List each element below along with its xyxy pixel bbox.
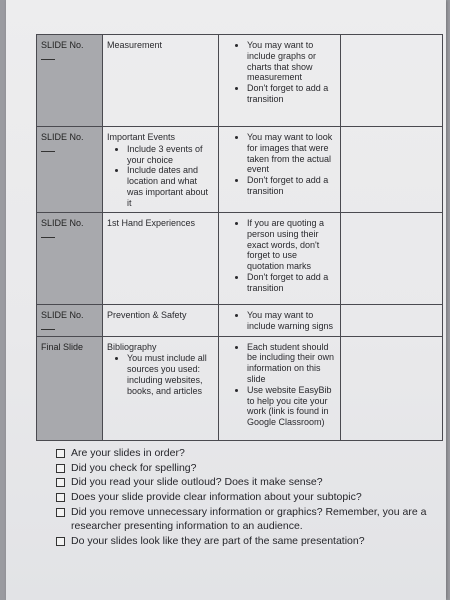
slide-label: SLIDE No. (41, 310, 84, 320)
slide-number-cell (37, 35, 103, 127)
topic-cell (103, 127, 219, 213)
worksheet-paper (6, 0, 446, 600)
checklist-text: Did you remove unnecessary information or graphics? Remember, you are a researcher presenting information to an audience. (71, 505, 427, 533)
tip-item: • Use website EasyBib to help you cite your work (link is found in Google Classroom) (247, 385, 336, 428)
slide-number-cell (37, 127, 103, 213)
checklist-item (56, 490, 448, 505)
notes-cell (341, 35, 443, 127)
notes-cell (341, 213, 443, 305)
slide-label: Final Slide (41, 341, 84, 352)
table-row (37, 336, 443, 440)
table-row (37, 127, 443, 213)
checkbox[interactable] (56, 464, 65, 473)
tip-item: • Don't forget to add a transition (247, 83, 336, 105)
tips-cell (219, 35, 341, 127)
slide-label: SLIDE No. (41, 132, 84, 142)
table-row (37, 213, 443, 305)
tips-cell (219, 213, 341, 305)
checklist-item (56, 461, 448, 476)
checklist-text: Are your slides in order? (71, 447, 185, 459)
tip-item: • You may want to include warning signs (247, 310, 336, 332)
slide-number-cell (37, 305, 103, 337)
tip-item: • Don't forget to add a transition (247, 175, 336, 197)
tip-item: • Each student should be including their own information on this slide (247, 342, 336, 385)
checklist-item (56, 446, 448, 461)
review-checklist (56, 446, 448, 549)
checkbox[interactable] (56, 478, 65, 487)
checkbox[interactable] (56, 508, 65, 517)
checklist-text: Do your slides look like they are part of the same presentation? (71, 535, 365, 548)
tip-item: • If you are quoting a person using their exact words, don't forget to use quotation marks (247, 218, 336, 272)
slide-plan-table (36, 34, 443, 441)
notes-cell (341, 305, 443, 337)
checkbox[interactable] (56, 537, 65, 546)
topic-title: Bibliography (107, 341, 157, 352)
topic-title: Important Events (107, 132, 176, 142)
checkbox[interactable] (56, 493, 65, 502)
slide-number-blank (41, 51, 55, 60)
notes-cell (341, 127, 443, 213)
checklist-text: Did you check for spelling? (71, 461, 197, 474)
slide-number-blank (41, 321, 55, 330)
topic-cell (103, 336, 219, 440)
topic-title: Prevention & Safety (107, 310, 187, 320)
tips-cell (219, 336, 341, 440)
tip-item: • Don't forget to add a transition (247, 272, 336, 294)
slide-number-cell (37, 213, 103, 305)
topic-bullet: • Include dates and location and what was important about it (127, 165, 214, 208)
table-row (37, 305, 443, 337)
tip-item: • You may want to include graphs or charts that show measurement (247, 40, 336, 83)
tip-item: • You may want to look for images that were taken from the actual event (247, 132, 336, 175)
checklist-item (56, 534, 448, 549)
notes-cell (341, 336, 443, 440)
topic-bullet: • Include 3 events of your choice (127, 144, 214, 166)
checklist-text: Does your slide provide clear information about your subtopic? (71, 491, 362, 504)
topic-bullet: • You must include all sources you used: including websites, books, and articles (127, 353, 214, 396)
tips-cell (219, 127, 341, 213)
slide-number-blank (41, 229, 55, 238)
topic-cell (103, 213, 219, 305)
checklist-item (56, 475, 448, 490)
slide-label: SLIDE No. (41, 218, 84, 228)
topic-cell (103, 35, 219, 127)
tips-cell (219, 305, 341, 337)
checkbox[interactable] (56, 449, 65, 458)
topic-cell (103, 305, 219, 337)
slide-label: SLIDE No. (41, 40, 84, 50)
table-row (37, 35, 443, 127)
topic-title: 1st Hand Experiences (107, 218, 196, 228)
slide-number-blank (41, 143, 55, 152)
topic-title: Measurement (107, 40, 163, 50)
checklist-item (56, 505, 448, 534)
slide-number-cell (37, 336, 103, 440)
checklist-text: Did you read your slide outloud? Does it make sense? (71, 476, 323, 489)
